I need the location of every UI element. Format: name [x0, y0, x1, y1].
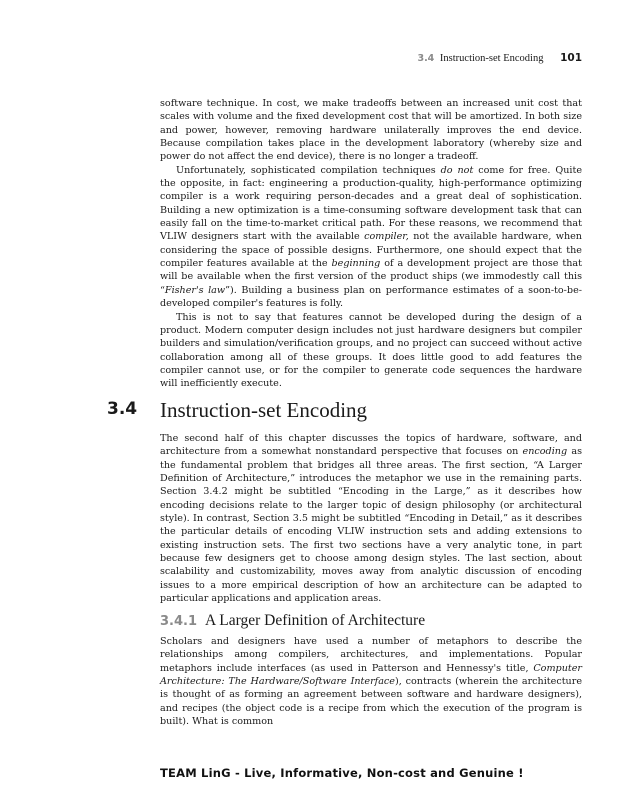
running-head-title: Instruction-set Encoding	[439, 53, 544, 64]
footer-banner: TEAM LinG - Live, Informative, Non-cost and Genuine !	[160, 766, 524, 780]
subsection-heading	[160, 610, 582, 630]
emphasis: encoding	[522, 446, 568, 458]
intro-text-block	[160, 97, 582, 391]
emphasis: Fisher's law	[164, 284, 226, 296]
emphasis: do not	[440, 164, 474, 176]
emphasis: Computer Architecture: The Hardware/Software Interface	[160, 662, 582, 688]
paragraph: Scholars and designers have used a number of metaphors to describe the relationships among compilers, architectures, and implementations. Popular metaphors include interfaces (as used in Patterson and Hennessy's title, Computer Architecture: The Hardware/Software Interface), contracts (wherein the architecture is thought of as forming an agreement between software and hardware designers), and recipes (the object code is a recipe from which the execution of the program is built). What is common	[160, 636, 582, 728]
emphasis: compiler,	[364, 231, 409, 243]
running-head-section-number: 3.4	[417, 53, 435, 64]
emphasis: beginning	[331, 258, 381, 270]
paragraph: Unfortunately, sophisticated compilation techniques do not come for free. Quite the opposite, in fact: engineering a production-quality, high-performance optimizing compiler is a work requiring person-decades and a great deal of sophistication. Building a new optimization is a time-consuming software development task that can easily fall on the time-to-market critical path. For these reasons, we recommend that VLIW designers start with the available compiler, not the available hardware, when considering the space of possible designs. Furthermore, one should expect that the compiler features available at the beginning of a development project are those that will be available when the first version of the product ships (we immodestly call this “Fisher's law”). Building a business plan on performance estimates of a soon-to-be-developed compiler's features is folly.	[160, 164, 582, 310]
subsection-title: A Larger Definition of Architecture	[205, 612, 426, 629]
section-number: 3.4	[107, 399, 138, 419]
running-head	[0, 52, 582, 64]
paragraph: This is not to say that features cannot be developed during the design of a product. Modern computer design includes not just hardware designers but compiler builders and simulation/verification groups, and no project can succeed without active collaboration among all of these groups. It does little good to add features the compiler cannot use, or for the compiler to generate code sequences the hardware will inefficiently execute.	[160, 311, 582, 390]
section-title: Instruction-set Encoding	[160, 398, 368, 422]
subsection-number: 3.4.1	[160, 614, 198, 629]
section-text-block	[160, 432, 582, 605]
subsection-text-block	[160, 635, 582, 728]
paragraph: software technique. In cost, we make tradeoffs between an increased unit cost that scales with volume and the fixed development cost that will be amortized. In both size and power, however, removing hardware unilaterally improves the end device. Because compilation takes place in the development laboratory (whereby size and power do not affect the end device), there is no longer a tradeoff.	[160, 98, 582, 163]
section-heading	[107, 399, 582, 425]
paragraph: The second half of this chapter discusses the topics of hardware, software, and architecture from a somewhat nonstandard perspective that focuses on encoding as the fundamental problem that bridges all three areas. The first section, “A Larger Definition of Architecture,” introduces the metaphor we use in the remaining parts. Section 3.4.2 might be subtitled “Encoding in the Large,” as it describes how encoding decisions relate to the larger topic of design philosophy (or architectural style). In contrast, Section 3.5 might be subtitled “Encoding in Detail,” as it describes the particular details of encoding VLIW instruction sets and adding extensions to existing instruction sets. The first two sections have a very analytic tone, in part because few designers get to choose among design styles. The last section, about scalability and customizability, moves away from analytic discussion of encoding issues to a more empirical description of how an architecture can be adapted to particular applications and application areas.	[160, 433, 582, 605]
page-number: 101	[560, 52, 582, 64]
